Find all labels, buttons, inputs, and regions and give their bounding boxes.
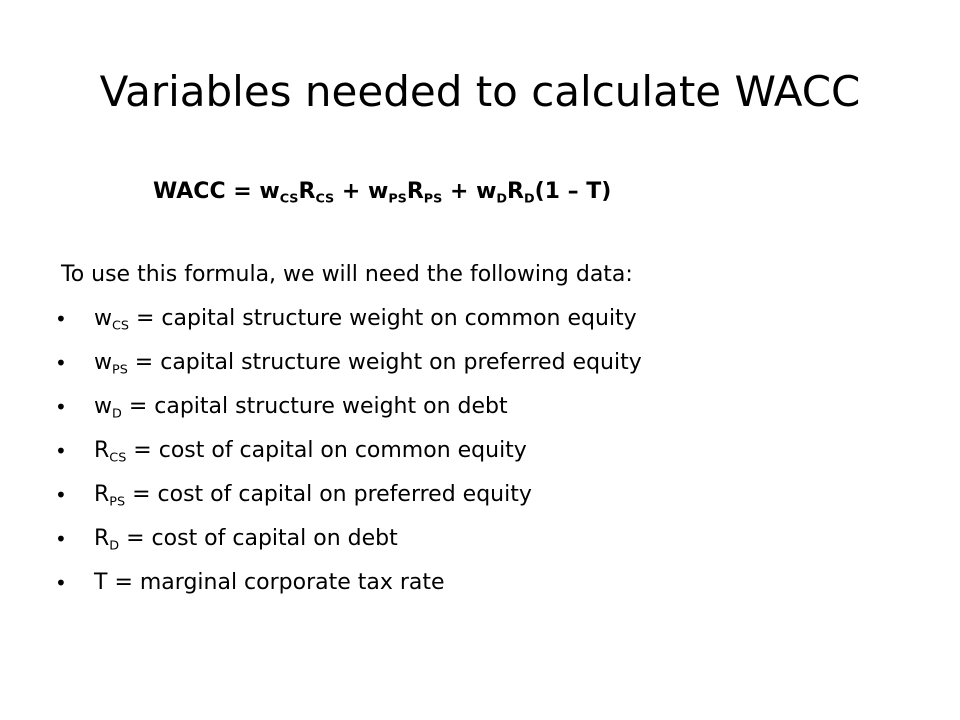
variable-subscript: PS [109,494,126,510]
formula-sub-d: D [496,191,508,207]
variable-definition [94,429,527,473]
bullet-icon: • [55,307,67,331]
formula-r: R [507,179,524,204]
bullet-icon: • [55,439,67,463]
formula-r: R [406,179,424,204]
variable-description: = capital structure weight on debt [121,394,508,419]
formula-w: w [476,179,497,204]
variable-symbol: R [94,438,110,463]
variable-symbol: w [94,306,112,331]
wacc-formula [153,170,611,214]
formula-sub-ps: PS [388,191,407,207]
formula-plus: + [442,179,477,204]
variable-symbol: w [94,350,112,375]
variable-definition [94,297,637,341]
formula-r: R [298,179,316,204]
variable-symbol: T [94,570,108,595]
formula-sub-ps: PS [423,191,443,207]
variable-description: = cost of capital on preferred equity [125,482,532,507]
formula-plus: + [334,179,368,204]
formula-w: w [367,179,389,204]
variable-symbol: w [94,394,112,419]
slide-title: Variables needed to calculate WACC [99,67,861,116]
variable-subscript: PS [112,362,128,378]
bullet-icon: • [55,527,67,551]
variable-symbol: R [94,482,110,507]
variable-description: = cost of capital on debt [119,526,398,551]
variable-symbol: R [94,526,110,551]
bullet-icon: • [55,483,67,507]
variable-subscript: D [112,406,122,422]
bullet-icon: • [55,351,67,375]
formula-tax-term: (1 – T) [534,179,612,204]
variable-definition [94,473,532,517]
formula-sub-d: D [523,191,535,207]
variable-definition [94,385,508,429]
bullet-icon: • [55,395,67,419]
formula-sub-cs: CS [279,191,299,207]
formula-lhs: WACC [153,179,226,204]
variable-description: = marginal corporate tax rate [107,570,445,595]
variable-description: = capital structure weight on preferred equity [127,350,642,375]
variable-subscript: CS [112,318,129,334]
variable-description: = cost of capital on common equity [126,438,527,463]
variable-definition [94,517,398,561]
variable-definition [94,341,642,385]
variable-definition [94,561,445,605]
variable-subscript: D [109,538,120,554]
variable-description: = capital structure weight on common equity [129,306,637,331]
formula-sub-cs: CS [315,191,335,207]
variable-subscript: CS [109,450,127,466]
formula-equals: = [225,179,260,204]
bullet-icon: • [55,571,67,595]
intro-text: To use this formula, we will need the following data: [61,262,633,287]
formula-w: w [259,179,280,204]
